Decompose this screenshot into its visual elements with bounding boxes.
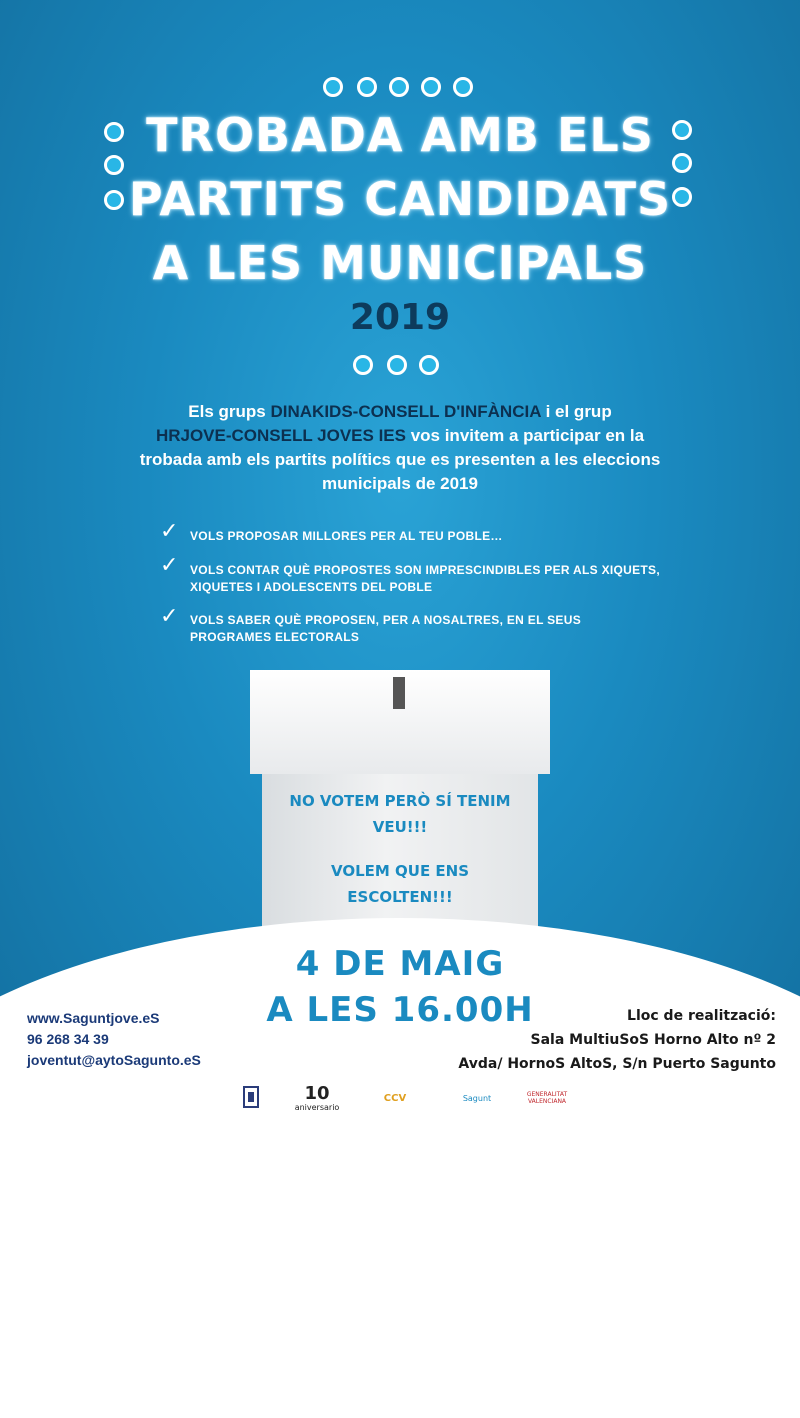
group-name-hrjove: HRJOVE-CONSELL JOVES IES: [155, 426, 406, 445]
phone-number: 96 268 34 39: [27, 1031, 109, 1047]
bullet-item: VOLS PROPOSAR MILLORES PER AL TEU POBLE…: [190, 529, 503, 543]
event-date: 4 DE MAIG: [295, 944, 505, 984]
ballot-message-line: VOLEM QUE ENS: [330, 862, 470, 880]
checkmark-icon: ✓: [160, 553, 179, 578]
ballot-message-line: VEU!!!: [372, 818, 428, 836]
anniversary-number: 10: [304, 1082, 330, 1104]
dot-icon: [323, 77, 343, 97]
city-council-logo: [226, 1083, 276, 1113]
title-line-1: TROBADA AMB ELS: [146, 108, 654, 162]
dot-icon: [357, 77, 377, 97]
checkmark-icon: ✓: [160, 519, 179, 544]
event-time: A LES 16.00H: [266, 990, 534, 1030]
ballot-message-line: NO VOTEM PERÒ SÍ TENIM: [289, 792, 511, 810]
bullet-item: VOLS CONTAR QUÈ PROPOSTES SON IMPRESCINDIBLES PER ALS XIQUETS, XIQUETES I ADOLESCENTS DEL POBLE: [190, 563, 660, 594]
website-link[interactable]: www.Saguntjove.eS: [27, 1010, 160, 1026]
venue-label: Lloc de realització:: [627, 1008, 776, 1024]
ballot-slot: [393, 677, 405, 709]
bullet-item: VOLS SABER QUÈ PROPOSEN, PER A NOSALTRES, EN EL SEUS PROGRAMES ELECTORALS: [190, 613, 581, 644]
dot-icon: [387, 355, 407, 375]
ballot-message-line: ESCOLTEN!!!: [347, 888, 453, 906]
anniversary-word: aniversario: [294, 1102, 340, 1112]
group-name-dinakids: DINAKIDS-CONSELL D'INFÀNCIA: [270, 402, 541, 421]
generalitat-logo: GENERALITAT VALENCIANA: [526, 1091, 568, 1105]
intro-text: vos invitem a participar en la trobada amb els partits polítics que es presenten a les eleccions municipals de 2019: [139, 426, 661, 493]
title-line-3: A LES MUNICIPALS: [152, 236, 648, 290]
intro-text: Els grups: [188, 402, 271, 421]
title-line-2: PARTITS CANDIDATS: [128, 172, 672, 226]
venue-place: Sala MultiuSoS Horno Alto nº 2: [530, 1032, 776, 1048]
dot-icon: [419, 355, 439, 375]
dot-icon: [389, 77, 409, 97]
email-link[interactable]: joventut@aytoSagunto.eS: [27, 1052, 201, 1068]
intro-paragraph: [130, 400, 670, 496]
title-year: 2019: [349, 297, 451, 338]
intro-text: i el grup: [540, 402, 612, 421]
dot-icon: [353, 355, 373, 375]
venue-address: Avda/ HornoS AltoS, S/n Puerto Sagunto: [458, 1056, 776, 1072]
ccv-logo: CCV: [383, 1092, 407, 1104]
contact-info: [27, 1008, 201, 1071]
dot-icon: [453, 77, 473, 97]
dot-icon: [421, 77, 441, 97]
checkmark-icon: ✓: [160, 604, 179, 629]
anniversary-logo: [292, 1083, 342, 1113]
venue-info: [458, 1004, 776, 1076]
sagunt-logo: Sagunt: [462, 1093, 492, 1103]
